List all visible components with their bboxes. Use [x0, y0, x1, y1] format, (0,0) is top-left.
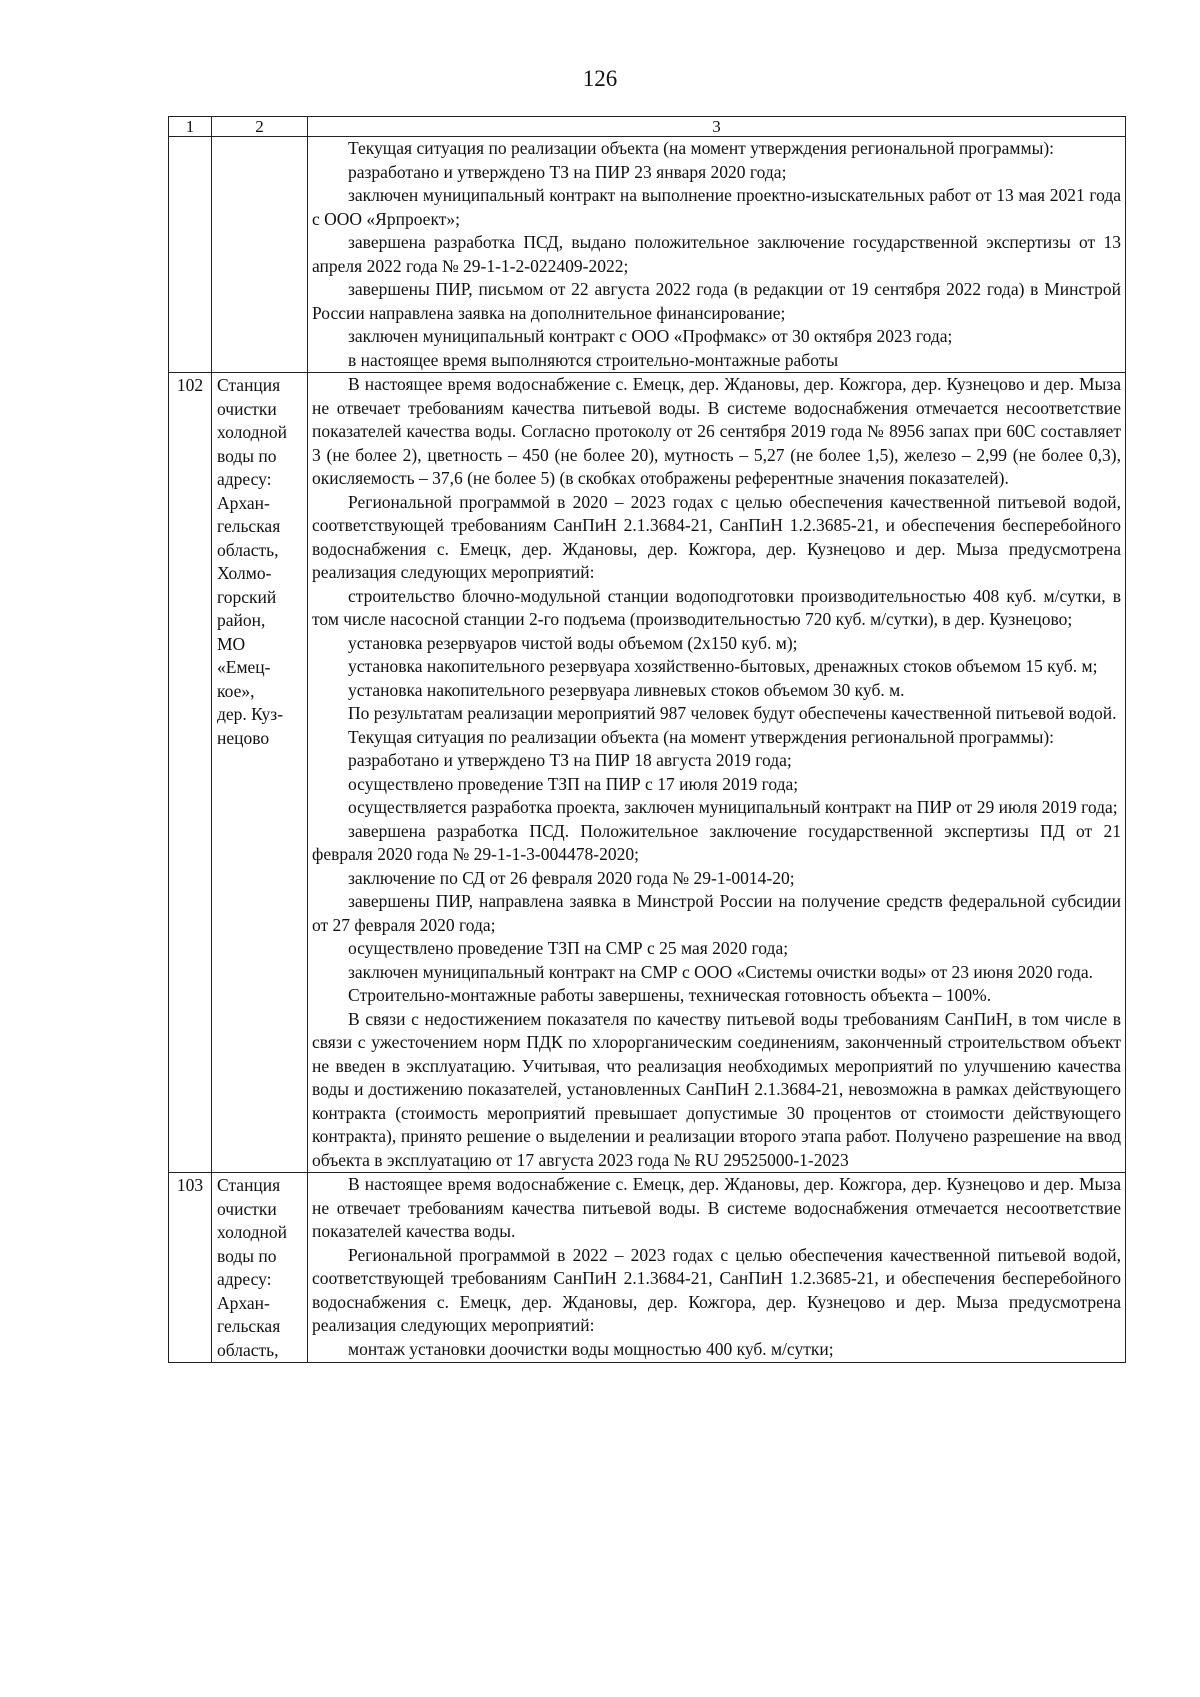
object-name-line: гельская: [217, 1316, 281, 1336]
object-name-line: Холмо-: [217, 563, 272, 583]
paragraph: осуществляется разработка проекта, заключен муниципальный контракт на ПИР от 29 июля 2019 года;: [348, 797, 1118, 817]
object-name-line: «Емец-: [217, 657, 271, 677]
object-name-line: дер. Куз-: [217, 704, 284, 724]
object-name: [212, 1173, 308, 1363]
paragraph: строительство блочно-модульной станции водоподготовки производительностью 408 куб. м/сутки, в том числе насосной станции 2-го подъема (производительностью 720 куб. м/сутки), в дер. Кузнецово;: [312, 585, 1121, 629]
paragraph: установка накопительного резервуара хозяйственно-бытовых, дренажных стоков объемом 15 куб. м;: [348, 656, 1098, 676]
paragraph: Текущая ситуация по реализации объекта (на момент утверждения региональной программы):: [348, 138, 1055, 158]
row-number: 102: [169, 373, 212, 1173]
table-row-103: [169, 1173, 1126, 1363]
paragraph: установка резервуаров чистой воды объемом (2х150 куб. м);: [348, 632, 798, 653]
object-name-line: кое»,: [217, 680, 255, 701]
paragraph: заключен муниципальный контракт на СМР с ООО «Системы очистки воды» от 23 июня 2020 года.: [348, 961, 1093, 982]
table-header-row: [169, 117, 1126, 137]
paragraph: завершены ПИР, направлена заявка в Минстрой России на получение средств федеральной субсидии от 27 февраля 2020 года;: [312, 891, 1121, 935]
paragraph: В настоящее время водоснабжение с. Емецк, дер. Ждановы, дер. Кожгора, дер. Кузнецово и дер. Мыза не отвечает требованиям качества питьевой воды. В системе водоснабжения отмечается несоответствие показателей качества воды. Согласно протоколу от 26 сентября 2019 года № 8956 запах при 60С составляет 3 (не более 2), цветность – 450 (не более 20), мутность – 5,27 (не более 1,5), железо – 2,99 (не более 0,3), окисляемость – 37,6 (не более 5) (в скобках отображены референтные значения показателей).: [312, 374, 1121, 488]
object-name-line: гельская: [217, 516, 281, 536]
paragraph: В настоящее время водоснабжение с. Емецк, дер. Ждановы, дер. Кожгора, дер. Кузнецово и дер. Мыза не отвечает требованиям качества питьевой воды. В системе водоснабжения отмечается несоответствие показателей качества воды.: [312, 1174, 1121, 1241]
object-name: [212, 373, 308, 1173]
object-name-line: очистки: [217, 398, 277, 419]
object-name-line: район,: [217, 610, 266, 630]
object-name-line: область,: [217, 539, 279, 560]
object-name-line: Станция: [217, 375, 281, 395]
paragraph: Региональной программой в 2020 – 2023 годах с целью обеспечения качественной питьевой водой, соответствующей требованиям СанПиН 2.1.3684-21, СанПиН 1.2.3685-21, и обеспечения бесперебойного водоснабжения с. Емецк, дер. Ждановы, дер. Кожгора, дер. Кузнецово и дер. Мыза предусмотрена реализация следующих мероприятий:: [312, 491, 1121, 582]
object-name-line: горский: [217, 586, 277, 607]
paragraph: осуществлено проведение ТЗП на ПИР с 17 июля 2019 года;: [348, 773, 799, 794]
program-table: [168, 116, 1126, 1363]
paragraph: По результатам реализации мероприятий 987 человек будут обеспечены качественной питьевой водой.: [348, 703, 1117, 723]
paragraph: Текущая ситуация по реализации объекта (на момент утверждения региональной программы):: [348, 726, 1055, 747]
paragraph: заключен муниципальный контракт на выполнение проектно-изыскательных работ от 13 мая 2021 года с ООО «Ярпроект»;: [312, 185, 1121, 229]
paragraph: В связи с недостижением показателя по качеству питьевой воды требованиям СанПиН, в том числе в связи с ужесточением норм ПДК по хлорорганическим соединениям, законченный строительством объект не введен в эксплуатацию. Учитывая, что реализация необходимых мероприятий по улучшению качества воды и достижению показателей, установленных СанПиН 2.1.3684-21, невозможна в рамках действующего контракта (стоимость мероприятий превышает допустимые 30 процентов от стоимости действующего контракта), принято решение о выделении и реализации второго этапа работ. Получено разрешение на ввод объекта в эксплуатацию от 17 августа 2023 года № RU 29525000-1-2023: [312, 1008, 1121, 1170]
header-col-1: 1: [169, 117, 212, 137]
paragraph: разработано и утверждено ТЗ на ПИР 23 января 2020 года;: [348, 161, 787, 182]
paragraph: монтаж установки доочистки воды мощностью 400 куб. м/сутки;: [348, 1338, 834, 1359]
description-cell: [308, 373, 1126, 1173]
row-number-cell: [169, 137, 212, 373]
paragraph: заключение по СД от 26 февраля 2020 года № 29-1-0014-20;: [348, 867, 795, 888]
object-name-cell: [212, 137, 308, 373]
paragraph: завершена разработка ПСД. Положительное заключение государственной экспертизы ПД от 21 февраля 2020 года № 29-1-1-3-004478-2020;: [312, 820, 1121, 864]
header-col-2: 2: [212, 117, 308, 137]
paragraph: в настоящее время выполняются строительно-монтажные работы: [348, 349, 839, 370]
object-name-line: воды по: [217, 1245, 277, 1266]
paragraph: Строительно-монтажные работы завершены, техническая готовность объекта – 100%.: [348, 985, 992, 1005]
object-name-line: нецово: [217, 727, 270, 748]
object-name-line: область,: [217, 1339, 279, 1360]
description-cell: [308, 1173, 1126, 1363]
paragraph: завершены ПИР, письмом от 22 августа 2022 года (в редакции от 19 сентября 2022 года) в Минстрой России направлена заявка на дополнительное финансирование;: [312, 279, 1121, 323]
paragraph: Региональной программой в 2022 – 2023 годах с целью обеспечения качественной питьевой водой, соответствующей требованиям СанПиН 2.1.3684-21, СанПиН 1.2.3685-21, и обеспечения бесперебойного водоснабжения с. Емецк, дер. Ждановы, дер. Кожгора, дер. Кузнецово и дер. Мыза предусмотрена реализация следующих мероприятий:: [312, 1244, 1121, 1335]
paragraph: завершена разработка ПСД, выдано положительное заключение государственной экспертизы от 13 апреля 2022 года № 29-1-1-2-022409-2022;: [312, 232, 1121, 276]
paragraph: установка накопительного резервуара ливневых стоков объемом 30 куб. м.: [348, 679, 905, 700]
paragraph: разработано и утверждено ТЗ на ПИР 18 августа 2019 года;: [348, 750, 792, 770]
paragraph: осуществлено проведение ТЗП на СМР с 25 мая 2020 года;: [348, 938, 789, 958]
header-col-3: 3: [308, 117, 1126, 137]
object-name-line: воды по: [217, 445, 277, 466]
row-number: 103: [169, 1173, 212, 1363]
object-name-line: очистки: [217, 1198, 277, 1219]
object-name-line: адресу:: [217, 1269, 272, 1289]
object-name-line: Архан-: [217, 1292, 270, 1313]
object-name-line: адресу:: [217, 469, 272, 489]
object-name-line: холодной: [217, 422, 287, 442]
paragraph: заключен муниципальный контракт с ООО «Профмакс» от 30 октября 2023 года;: [348, 326, 953, 346]
table-row-102: [169, 373, 1126, 1173]
table-row-continuation: [169, 137, 1126, 373]
object-name-line: Станция: [217, 1175, 281, 1195]
page-number: 126: [582, 66, 618, 91]
object-name-line: Архан-: [217, 492, 270, 513]
object-name-line: холодной: [217, 1222, 287, 1242]
object-name-line: МО: [217, 633, 246, 654]
description-cell: [308, 137, 1126, 373]
